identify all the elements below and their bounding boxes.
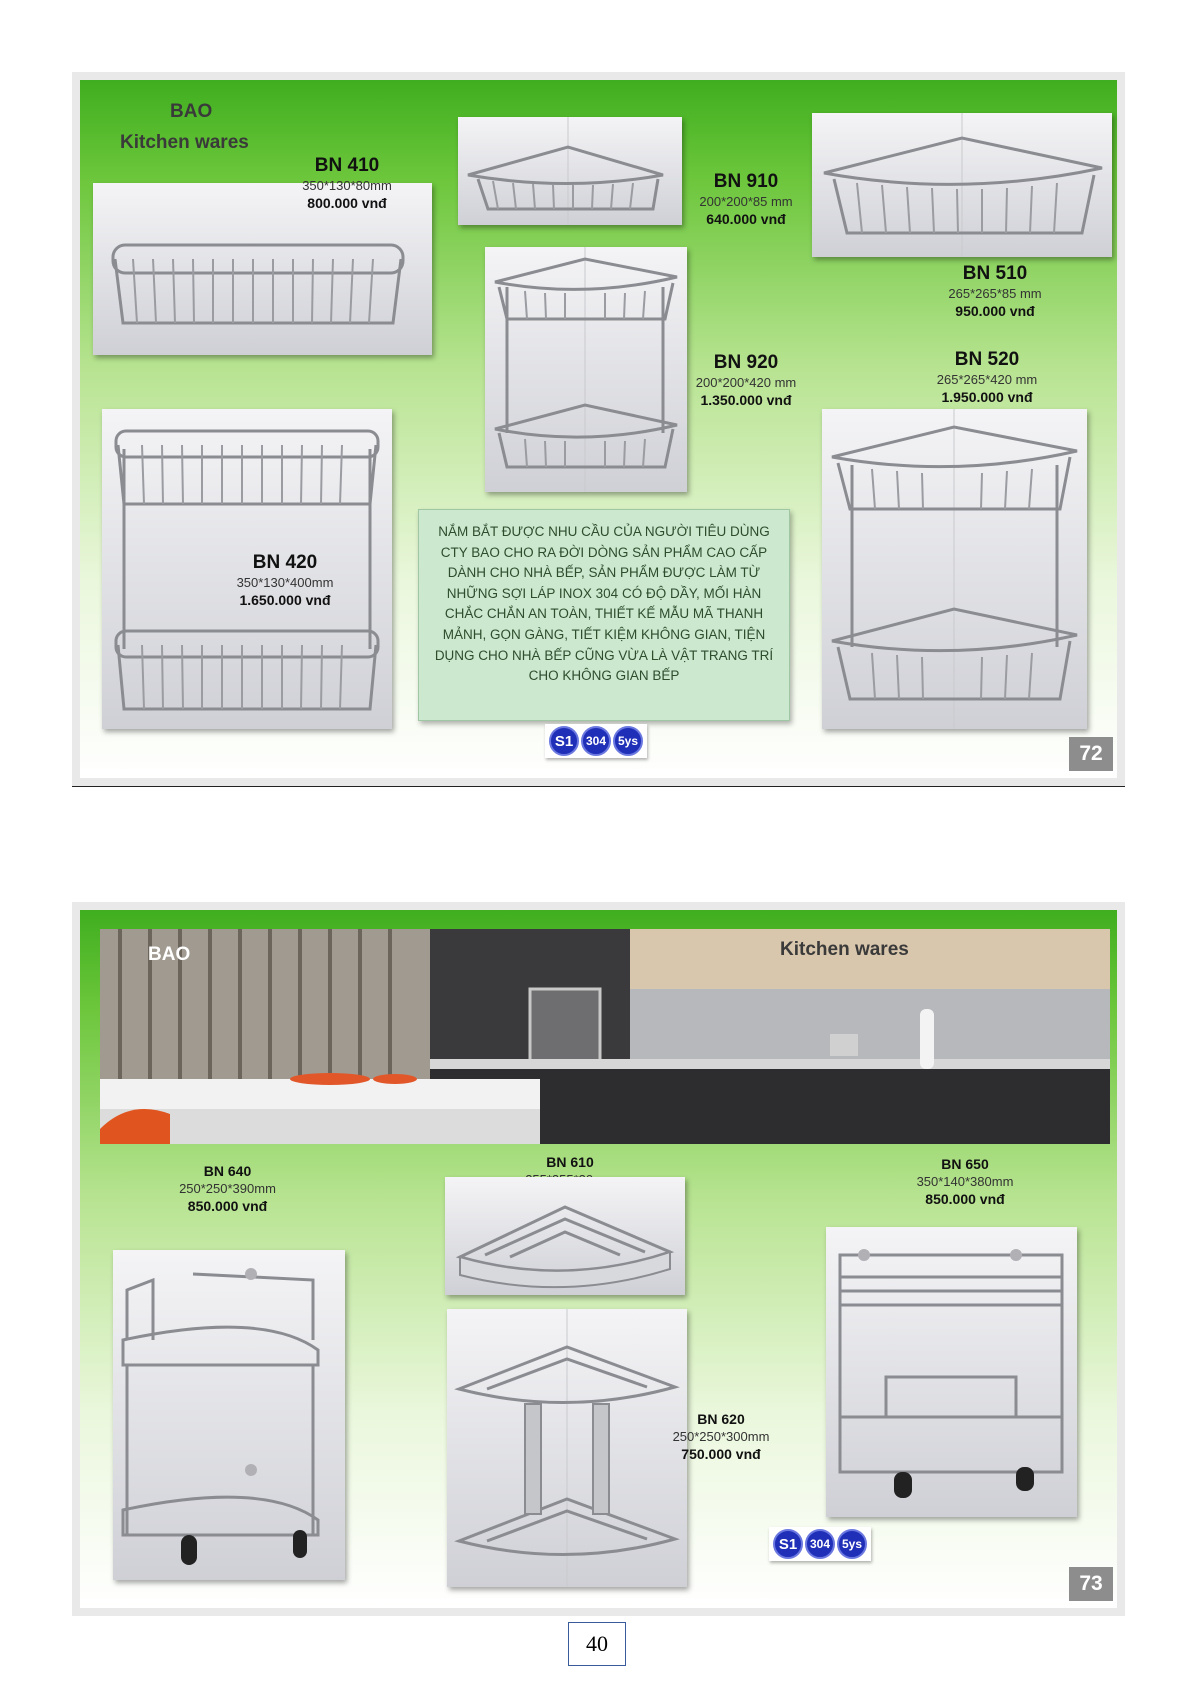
product-price: 1.350.000 vnđ — [700, 392, 792, 408]
product-price: 950.000 vnđ — [955, 303, 1035, 319]
product-price: 640.000 vnđ — [706, 211, 786, 227]
product-code: BN 640 — [203, 1163, 252, 1179]
product-price: 1.650.000 vnđ — [239, 592, 331, 608]
two-tier-corner-basket-icon — [822, 409, 1087, 729]
document-page-number: 40 — [568, 1622, 626, 1666]
product-dimensions: 350*130*400mm — [236, 575, 334, 590]
product-label-bn650 — [890, 1155, 1040, 1208]
warranty-5ys-badge-icon: 5ys — [613, 726, 643, 756]
product-label-bn620 — [656, 1410, 786, 1463]
product-photo-bn610 — [445, 1177, 685, 1295]
product-price: 850.000 vnđ — [925, 1191, 1005, 1207]
product-price: 800.000 vnđ — [307, 195, 387, 211]
product-photo-bn640 — [113, 1250, 345, 1580]
product-label-bn520 — [907, 349, 1067, 406]
product-dimensions: 200*200*85 mm — [699, 194, 793, 209]
s1-badge-icon: S1 — [549, 726, 579, 756]
product-photo-bn910 — [458, 117, 682, 225]
warranty-5ys-badge-icon: 5ys — [837, 1529, 867, 1559]
page-number-73: 73 — [1069, 1567, 1113, 1601]
product-code: BN 510 — [962, 263, 1028, 284]
product-dimensions: 265*265*420 mm — [936, 372, 1038, 387]
product-dimensions: 265*265*85 mm — [948, 286, 1042, 301]
two-tier-trolley-icon — [826, 1227, 1077, 1517]
product-label-bn420 — [210, 552, 360, 609]
product-code: BN 420 — [252, 552, 318, 573]
corner-trolley-icon — [113, 1250, 345, 1580]
product-description: NẮM BẮT ĐƯỢC NHU CẦU CỦA NGƯỜI TIÊU DÙNG CTY BAO CHO RA ĐỜI DÒNG SẢN PHẨM CAO CẤP DÀNH CHO NHÀ BẾP, SẢN PHẨM ĐƯỢC LÀM TỪ NHỮNG SỢI LÁP INOX 304 CÓ ĐỘ DẦY, MỐI HÀN CHẮC CHẮN AN TOÀN, THIẾT KẾ MẪU MÃ THANH MẢNH, GỌN GÀNG, TIẾT KIỆM KHÔNG GIAN, TIỆN DỤNG CHO NHÀ BẾP CŨNG VỪA LÀ VẬT TRANG TRÍ CHO KHÔNG GIAN BẾP — [418, 509, 790, 721]
inox-304-badge-icon: 304 — [581, 726, 611, 756]
product-code: BN 620 — [697, 1411, 745, 1427]
product-price: 1.950.000 vnđ — [941, 389, 1033, 405]
two-tier-corner-basket-icon — [485, 247, 687, 492]
kitchen-banner-photo — [100, 929, 1110, 1144]
inox-304-badge-icon: 304 — [805, 1529, 835, 1559]
divider-line — [72, 786, 1125, 787]
banner-brand: BAO — [148, 944, 191, 965]
product-photo-bn920 — [485, 247, 687, 492]
product-label-bn920 — [684, 352, 808, 409]
product-code: BN 610 — [546, 1154, 594, 1170]
quality-badges — [769, 1527, 871, 1561]
brand-subtitle: Kitchen wares — [120, 132, 249, 153]
page-number-72: 72 — [1069, 737, 1113, 771]
product-dimensions: 200*200*420 mm — [695, 375, 797, 390]
product-code: BN 920 — [713, 352, 779, 373]
s1-badge-icon: S1 — [773, 1529, 803, 1559]
product-dimensions: 350*130*80mm — [302, 178, 392, 193]
product-code: BN 520 — [954, 349, 1020, 370]
quality-badges — [545, 724, 647, 758]
product-label-bn410 — [272, 155, 422, 212]
corner-shelf-icon — [445, 1177, 685, 1295]
product-photo-bn520 — [822, 409, 1087, 729]
product-price: 850.000 vnđ — [187, 1198, 268, 1214]
two-tier-corner-shelf-icon — [447, 1309, 687, 1587]
product-photo-bn620 — [447, 1309, 687, 1587]
kitchen-scene-icon — [100, 929, 1110, 1144]
product-label-bn510 — [915, 263, 1075, 320]
product-photo-bn650 — [826, 1227, 1077, 1517]
product-dimensions: 250*250*300mm — [672, 1429, 770, 1444]
product-photo-bn510 — [812, 113, 1112, 257]
product-dimensions: 250*250*390mm — [179, 1181, 276, 1196]
banner-subtitle: Kitchen wares — [780, 939, 909, 960]
corner-basket-icon — [812, 113, 1112, 257]
product-label-bn910 — [682, 171, 810, 228]
product-code: BN 410 — [314, 155, 380, 176]
product-code: BN 910 — [713, 171, 779, 192]
product-label-bn640 — [155, 1162, 300, 1215]
brand-name: BAO — [170, 101, 213, 122]
corner-basket-icon — [458, 117, 682, 225]
product-dimensions: 350*140*380mm — [916, 1174, 1014, 1189]
product-code: BN 650 — [941, 1156, 989, 1172]
product-price: 750.000 vnđ — [681, 1446, 761, 1462]
